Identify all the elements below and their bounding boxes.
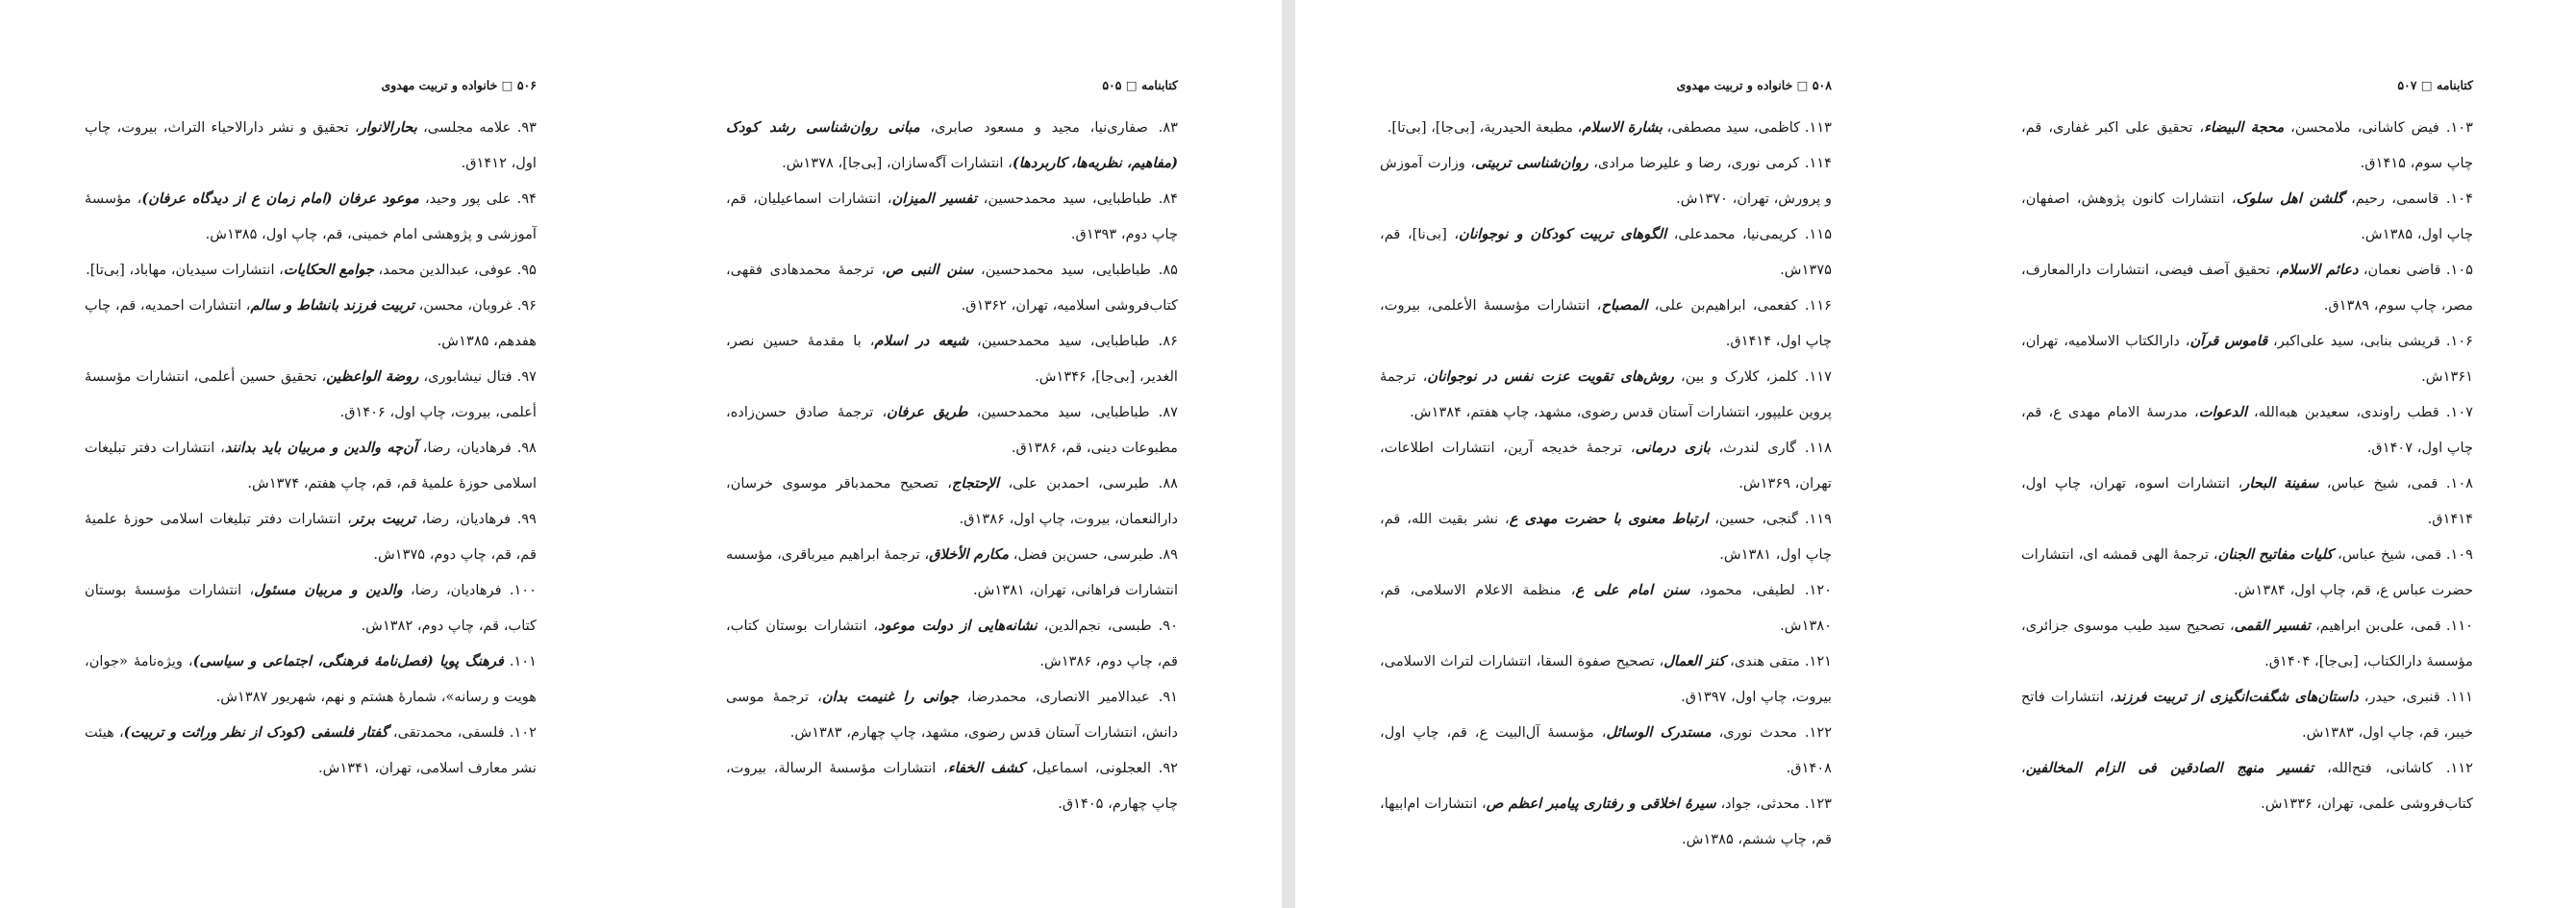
entry-title: داستان‌های شگفت‌انگیزی از تربیت فرزند (2113, 689, 2359, 705)
entry-author: فرهادیان، رضا، (416, 440, 512, 456)
entry-title: تربیت برتر (351, 511, 415, 527)
entry-author: کرمی نوری، رضا و علیرضا مرادی، (1588, 155, 1800, 171)
entry-title: تفسیر القمی (2234, 618, 2311, 634)
bibliography-entry (1380, 216, 1832, 288)
entry-author: فرهادیان، رضا، (402, 582, 502, 598)
entry-title: سیرهٔ اخلاقی و رفتاری پیامبر اعظم ص (1486, 795, 1716, 812)
entry-author: قاضی نعمان، (2358, 262, 2441, 278)
page-507 (2021, 77, 2473, 821)
entry-title: موعود عرفان (امام زمان ع از دیدگاه عرفان) (141, 190, 419, 207)
bibliography-entry (1380, 110, 1832, 145)
entry-number: ۱۰۶. (2445, 333, 2473, 349)
entry-number: ۱۰۲. (509, 724, 538, 741)
entry-number: ۱۱۳. (1804, 119, 1832, 136)
bibliography-entry (726, 323, 1178, 394)
bibliography-list (726, 110, 1178, 821)
entry-title: الگوهای تربیت کودکان و نوجوانان (1459, 226, 1667, 242)
entry-details: ، منظمة الاعلام الاسلامی، قم، ۱۳۸۰ش. (1380, 582, 1832, 634)
entry-title: سنن امام علی ع (1575, 582, 1690, 598)
entry-number: ۱۱۶. (1804, 297, 1833, 314)
entry-details: ، ترجمهٔ ابراهیم میرباقری، مؤسسه انتشارات فراهانی، تهران، ۱۳۸۱ش. (726, 546, 1178, 598)
entry-details: ، تحقیق حسین أعلمی، انتشارات مؤسسهٔ أعلمی، بیروت، چاپ اول، ۱۴۰۶ق. (85, 368, 537, 420)
entry-author: لطیفی، محمود، (1689, 582, 1795, 598)
entry-number: ۸۳. (1158, 119, 1178, 136)
entry-details: ، ترجمهٔ محمدهادی فقهی، کتاب‌فروشی اسلامیه، تهران، ۱۳۶۲ق. (726, 262, 1178, 314)
entry-author: قاسمی، رحیم، (2343, 190, 2439, 207)
entry-number: ۹۱. (1158, 689, 1179, 705)
bibliography-entry (726, 537, 1178, 608)
entry-details: ، انتشارات دفتر تبلیغات اسلامی حوزهٔ علمیهٔ قم، قم، چاپ هفتم، ۱۳۷۴ش. (85, 440, 537, 492)
entry-details: ، تصحیح محمدباقر موسوی خرسان، دارالنعمان، بیروت، چاپ اول، ۱۳۸۶ق. (726, 475, 1178, 527)
entry-details: ، انتشارات سیدیان، مهاباد، [بی‌تا]. (86, 262, 284, 278)
entry-author: طباطبایی، سید محمدحسین، (967, 404, 1150, 420)
entry-author: عبدالامیر الانصاری، محمدرضا، (958, 689, 1150, 705)
entry-author: العجلونی، اسماعیل، (1024, 760, 1152, 776)
entry-details: ، تصحیح سید طیب موسوی جزائری، مؤسسهٔ دارالکتاب، [بی‌جا]، ۱۴۰۴ق. (2021, 618, 2473, 669)
entry-details: ، ترجمهٔ خدیجه آرین، انتشارات اطلاعات، تهران، ۱۳۶۹ش. (1380, 440, 1832, 492)
bibliography-entry (2021, 750, 2473, 821)
entry-details: ، انتشارات اسماعیلیان، قم، چاپ دوم، ۱۳۹۳ق. (726, 190, 1178, 242)
entry-author: طبرسی، حسن‌بن فضل، (1009, 546, 1155, 563)
page-spread-left (0, 0, 1282, 908)
entry-details: ، با مقدمهٔ حسین نصر، الغدیر، [بی‌جا]، ۱۳۴۶ش. (726, 333, 1178, 385)
entry-author: قمی، شیخ عباس، (2333, 546, 2442, 563)
page-spread-right (1295, 0, 2576, 908)
entry-author: طباطبایی، سید محمدحسین، (973, 262, 1152, 278)
bibliography-entry (726, 466, 1178, 537)
entry-details: ، انتشارات اسوه، تهران، چاپ اول، ۱۴۱۴ق. (2021, 475, 2473, 527)
entry-details: ، ویژه‌نامهٔ «جوان، هویت و رسانه»، شمارهٔ هشتم و نهم، شهریور ۱۳۸۷ش. (85, 653, 537, 705)
entry-author: صفاری‌نیا، مجید و مسعود صابری، (919, 119, 1148, 136)
entry-details: ، تحقیق آصف فیضی، انتشارات دارالمعارف، مصر، چاپ سوم، ۱۳۸۹ق. (2021, 262, 2473, 314)
entry-title: تربیت فرزند بانشاط و سالم (250, 297, 414, 314)
entry-title: دعائم الاسلام (2279, 262, 2359, 278)
entry-number: ۹۴. (516, 190, 537, 207)
entry-author: قمی، شیخ عباس، (2318, 475, 2438, 492)
entry-title: روش‌های تقویت عزت نفس در نوجوانان (1427, 368, 1674, 385)
entry-title: والدین و مربیان مسئول (254, 582, 403, 598)
bibliography-entry (85, 643, 537, 715)
entry-number: ۱۱۱. (2445, 689, 2473, 705)
entry-author: طباطبایی، سید محمدحسین، (968, 333, 1150, 349)
entry-number: ۱۱۰. (2445, 618, 2474, 634)
entry-number: ۹۸. (516, 440, 538, 456)
entry-number: ۱۱۲. (2445, 760, 2474, 776)
entry-title: بحارالانوار (359, 119, 417, 136)
entry-number: ۱۰۵. (2445, 262, 2474, 278)
running-header: کتابنامه □ ۵۰۵ (1102, 78, 1178, 92)
entry-title: بشارة الاسلام (1582, 119, 1663, 136)
entry-number: ۸۶. (1158, 333, 1178, 349)
bibliography-entry (2021, 608, 2473, 679)
entry-number: ۸۴. (1158, 190, 1178, 207)
entry-title: تفسیر المیزان (891, 190, 977, 207)
entry-title: شیعه در اسلام (874, 333, 969, 349)
entry-details: ، انتشارات آگه‌سازان، [بی‌جا]، ۱۳۷۸ش. (782, 155, 1013, 171)
entry-title: جوامع الحکایات (283, 262, 374, 278)
entry-details: ، تصحیح صفوة السقا، انتشارات لتراث الاسلامی، بیروت، چاپ اول، ۱۳۹۷ق. (1380, 653, 1832, 705)
entry-number: ۱۰۷. (2445, 404, 2474, 420)
page-506 (85, 77, 537, 786)
entry-number: ۱۰۴. (2445, 190, 2473, 207)
entry-details: ، انتشارات مؤسسهٔ الرسالة، بیروت، چاپ چهارم، ۱۴۰۵ق. (726, 760, 1178, 812)
entry-title: کنز العمال (1663, 653, 1726, 669)
entry-number: ۱۲۲. (1804, 724, 1833, 741)
entry-number: ۱۱۵. (1804, 226, 1833, 242)
bibliography-entry (726, 750, 1178, 821)
entry-details: ، انتشارات کانون پژوهش، اصفهان، چاپ اول، ۱۳۸۵ش. (2021, 190, 2473, 242)
running-header: ۵۰۶ □ خانواده و تربیت مهدوی (381, 78, 537, 92)
entry-number: ۱۱۸. (1804, 440, 1832, 456)
entry-details: ، مطبعة الحیدریة، [بی‌جا]، [بی‌تا]. (1387, 119, 1583, 136)
bibliography-entry (85, 181, 537, 252)
entry-author: علامه مجلسی، (416, 119, 512, 136)
entry-author: طبرسی، احمدبن علی، (999, 475, 1150, 492)
bibliography-entry (2021, 394, 2473, 466)
entry-title: فرهنگ پویا (فصل‌نامهٔ فرهنگی، اجتماعی و سیاسی) (192, 653, 504, 669)
entry-details: ، انتشارات احمدیه، قم، چاپ هفدهم، ۱۳۸۵ش. (85, 297, 537, 349)
entry-number: ۹۵. (516, 262, 537, 278)
entry-number: ۸۵. (1158, 262, 1178, 278)
entry-title: روضة الواعظین (326, 368, 419, 385)
entry-author: علی پور وحید، (418, 190, 512, 207)
entry-details: ، دارالکتاب الاسلامیه، تهران، ۱۳۶۱ش. (2021, 333, 2473, 385)
bibliography-entry (85, 430, 537, 501)
entry-details: ، نشر بقیت الله، قم، چاپ اول، ۱۳۸۱ش. (1380, 511, 1832, 563)
bibliography-list (2021, 110, 2473, 821)
entry-number: ۱۰۸. (2445, 475, 2473, 492)
entry-details: ، ترجمهٔ صادق حسن‌زاده، مطبوعات دینی، قم، ۱۳۸۶ق. (726, 404, 1178, 456)
entry-author: غروبان، محسن، (413, 297, 513, 314)
bibliography-entry (1380, 359, 1832, 430)
entry-author: طباطبایی، سید محمدحسین، (976, 190, 1152, 207)
bibliography-entry (85, 572, 537, 643)
bibliography-entry (2021, 537, 2473, 608)
bibliography-entry (2021, 323, 2473, 394)
bibliography-entry (2021, 181, 2473, 252)
bibliography-entry (2021, 466, 2473, 537)
entry-title: الإحتجاج (951, 475, 1000, 492)
entry-number: ۱۱۹. (1804, 511, 1833, 527)
entry-details: ، ترجمهٔ الهی قمشه ای، انتشارات حضرت عباس ع، قم، چاپ اول، ۱۳۸۴ش. (2021, 546, 2473, 598)
entry-details: ، انتشارات بوستان کتاب، قم، چاپ دوم، ۱۳۸۶ش. (726, 618, 1178, 669)
entry-details: ، مؤسسهٔ آل‌البیت ع، قم، چاپ اول، ۱۴۰۸ق. (1380, 724, 1832, 776)
entry-title: محجة البیضاء (2204, 119, 2285, 136)
running-header: ۵۰۸ □ خانواده و تربیت مهدوی (1676, 78, 1832, 92)
bibliography-entry (2021, 110, 2473, 181)
entry-details: ، وزارت آموزش و پرورش، تهران، ۱۳۷۰ش. (1380, 155, 1832, 207)
entry-author: کاظمی، سید مصطفی، (1662, 119, 1801, 136)
entry-title: جوانی را غنیمت بدان (821, 689, 959, 705)
entry-number: ۱۰۱. (509, 653, 537, 669)
entry-title: سنن النبی ص (886, 262, 974, 278)
running-header: کتابنامه □ ۵۰۷ (2397, 78, 2473, 92)
entry-author: کلمز، کلارک و بین، (1673, 368, 1798, 385)
entry-details: ، هیئت نشر معارف اسلامی، تهران، ۱۳۴۱ش. (85, 724, 537, 776)
bibliography-entry (2021, 252, 2473, 323)
bibliography-entry (726, 394, 1178, 466)
entry-author: فلسفی، محمدتقی، (388, 724, 505, 741)
entry-number: ۱۱۴. (1804, 155, 1832, 171)
entry-title: آن‌چه والدین و مربیان باید بدانند (224, 440, 417, 456)
entry-details: ، کتاب‌فروشی علمی، تهران، ۱۳۳۶ش. (2021, 760, 2473, 812)
bibliography-entry (726, 608, 1178, 679)
entry-author: گاری لندرث، (1710, 440, 1797, 456)
bibliography-entry (1380, 715, 1832, 786)
bibliography-entry (85, 288, 537, 359)
entry-details: ، مؤسسهٔ آموزشی و پژوهشی امام خمینی، قم، چاپ اول، ۱۳۸۵ش. (85, 190, 537, 242)
bibliography-entry (1380, 145, 1832, 216)
entry-title: المصباح (1601, 297, 1648, 314)
entry-details: ، ترجمهٔ پروین علیپور، انتشارات آستان قدس رضوی، مشهد، چاپ هفتم، ۱۳۸۴ش. (1380, 368, 1832, 420)
bibliography-entry (726, 110, 1178, 181)
entry-author: قمی، علی‌بن ابراهیم، (2310, 618, 2441, 634)
bibliography-entry (1380, 288, 1832, 359)
entry-number: ۱۰۰. (509, 582, 538, 598)
bibliography-entry (85, 110, 537, 181)
entry-number: ۹۹. (516, 511, 538, 527)
entry-number: ۸۷. (1158, 404, 1178, 420)
entry-title: گلشن اهل سلوک (2236, 190, 2344, 207)
page-505 (726, 77, 1178, 821)
bibliography-list (1380, 110, 1832, 857)
entry-number: ۱۱۷. (1804, 368, 1832, 385)
entry-details: ، تحقیق و نشر دارالاحیاء التراث، بیروت، چاپ اول، ۱۴۱۲ق. (85, 119, 537, 171)
entry-title: مبانی روان‌شناسی رشد کودک (مفاهیم، نظریه‌ها، کاربردها) (726, 119, 1178, 171)
entry-author: کفعمی، ابراهیم‌بن علی، (1647, 297, 1798, 314)
entry-details: ، انتشارات مؤسسهٔ الأعلمی، بیروت، چاپ اول، ۱۴۱۴ق. (1380, 297, 1832, 349)
entry-details: ، ترجمهٔ موسی دانش، انتشارات آستان قدس رضوی، مشهد، چاپ چهارم، ۱۳۸۳ش. (726, 689, 1178, 741)
entry-author: عوفی، عبدالدین محمد، (373, 262, 513, 278)
entry-details: ، انتشارات دفتر تبلیغات اسلامی حوزهٔ علمیهٔ قم، قم، چاپ دوم، ۱۳۷۵ش. (85, 511, 537, 563)
bibliography-entry (85, 252, 537, 288)
bibliography-entry (726, 679, 1178, 750)
bibliography-entry (85, 359, 537, 430)
entry-number: ۹۲. (1158, 760, 1179, 776)
entry-author: قطب راوندی، سعیدبن هبه‌الله، (2246, 404, 2439, 420)
bibliography-entry (1380, 501, 1832, 572)
entry-number: ۱۰۳. (2445, 119, 2474, 136)
entry-number: ۹۰. (1158, 618, 1178, 634)
entry-title: روان‌شناسی تربیتی (1475, 155, 1588, 171)
entry-author: فتال نیشابوری، (418, 368, 513, 385)
entry-number: ۱۲۰. (1804, 582, 1833, 598)
entry-number: ۱۲۱. (1804, 653, 1833, 669)
entry-title: قاموس قرآن (2189, 333, 2268, 349)
entry-title: تفسیر منهج الصادقین فی الزام المخالفین (2025, 760, 2314, 776)
entry-author: فیض کاشانی، ملامحسن، (2284, 119, 2439, 136)
entry-title: مکارم الأخلاق (929, 546, 1010, 563)
entry-number: ۱۰۹. (2445, 546, 2473, 563)
bibliography-entry (85, 715, 537, 786)
entry-author: محدثی، جواد، (1715, 795, 1800, 812)
entry-details: ، مدرسهٔ الامام مهدی ع، قم، چاپ اول، ۱۴۰۷ق. (2021, 404, 2473, 456)
bibliography-entry (85, 501, 537, 572)
entry-title: سفینة البحار (2242, 475, 2319, 492)
entry-author: محدث نوری، (1711, 724, 1797, 741)
entry-author: قریشی بنابی، سید علی‌اکبر، (2267, 333, 2440, 349)
entry-number: ۱۲۳. (1804, 795, 1833, 812)
bibliography-entry (726, 181, 1178, 252)
entry-title: نشانه‌هایی از دولت موعود (878, 618, 1038, 634)
entry-author: متقی هندی، (1725, 653, 1800, 669)
entry-details: ، انتشارات فاتح خیبر، قم، چاپ اول، ۱۳۸۳ش. (2021, 689, 2473, 741)
bibliography-entry (1380, 786, 1832, 857)
entry-title: بازی درمانی (1635, 440, 1711, 456)
entry-title: مستدرک الوسائل (1606, 724, 1712, 741)
bibliography-entry (1380, 643, 1832, 715)
bibliography-entry (1380, 572, 1832, 643)
entry-author: کاشانی، فتح‌الله، (2313, 760, 2433, 776)
entry-author: فرهادیان، رضا، (414, 511, 512, 527)
entry-author: گنجی، حسین، (1708, 511, 1798, 527)
entry-author: کریمی‌نیا، محمدعلی، (1666, 226, 1798, 242)
entry-number: ۹۶. (516, 297, 538, 314)
entry-number: ۸۸. (1158, 475, 1178, 492)
bibliography-entry (726, 252, 1178, 323)
bibliography-entry (2021, 679, 2473, 750)
entry-title: گفتار فلسفی (کودک از نظر وراثت و تربیت) (123, 724, 388, 741)
entry-author: طبسی، نجم‌الدین، (1037, 618, 1152, 634)
entry-title: طریق عرفان (887, 404, 968, 420)
page-508 (1380, 77, 1832, 857)
entry-title: الدعوات (2198, 404, 2247, 420)
entry-title: کشف الخفاء (947, 760, 1025, 776)
entry-details: ، انتشارات ام‌ابیها، قم، چاپ ششم، ۱۳۸۵ش. (1380, 795, 1832, 847)
entry-title: کلیات مفاتیح الجنان (2217, 546, 2334, 563)
entry-number: ۹۷. (516, 368, 537, 385)
entry-number: ۹۳. (516, 119, 538, 136)
entry-number: ۸۹. (1158, 546, 1179, 563)
entry-title: ارتباط معنوی با حضرت مهدی ع (1509, 511, 1709, 527)
bibliography-list (85, 110, 537, 786)
entry-details: ، تحقیق علی اکبر غفاری، قم، چاپ سوم، ۱۴۱۵ق. (2021, 119, 2473, 171)
entry-details: ، [بی‌نا]، قم، ۱۳۷۵ش. (1380, 226, 1832, 278)
entry-author: قنبری، حیدر، (2358, 689, 2440, 705)
bibliography-entry (1380, 430, 1832, 501)
entry-details: ، انتشارات مؤسسهٔ بوستان کتاب، قم، چاپ دوم، ۱۳۸۲ش. (85, 582, 537, 634)
